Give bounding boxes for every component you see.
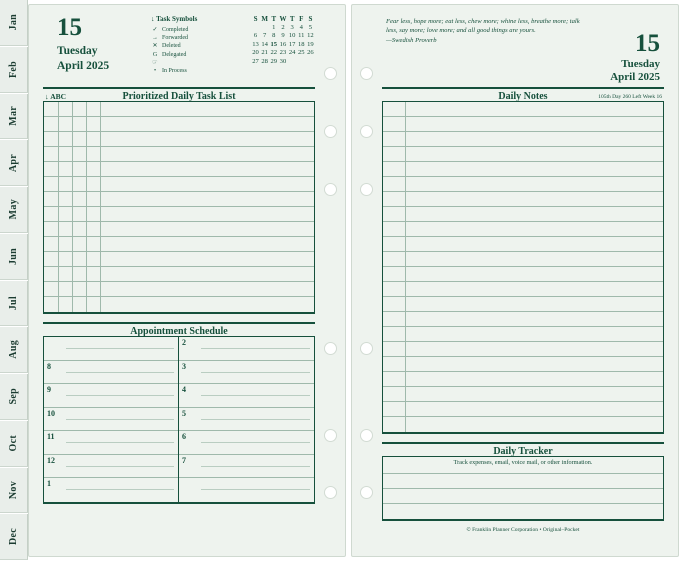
- month-tab-nov[interactable]: [0, 468, 28, 514]
- appointment-row[interactable]: [44, 408, 178, 432]
- month-tab-apr[interactable]: [0, 140, 28, 186]
- appointment-row[interactable]: [179, 337, 314, 361]
- mini-calendar-week-row: [251, 49, 315, 58]
- half-hour-rule: [201, 395, 310, 396]
- weekday-header: T: [271, 15, 277, 23]
- task-symbols-title: ↓ Task Symbols: [151, 15, 198, 23]
- calendar-day[interactable]: 26: [307, 49, 314, 57]
- task-symbol-mark: G☞: [152, 51, 158, 66]
- calendar-day[interactable]: [288, 58, 297, 67]
- day-number: 15: [57, 14, 82, 41]
- appointment-row[interactable]: [44, 455, 178, 479]
- left-planner-sheet: [28, 4, 346, 557]
- appointment-hour: 11: [47, 432, 55, 441]
- task-grid-divider: [72, 102, 73, 312]
- mini-calendar-header-row: [251, 15, 315, 24]
- calendar-day[interactable]: 18: [297, 40, 305, 48]
- half-hour-rule: [66, 466, 174, 467]
- copyright-footer: © Franklin Planner Corporation • Original–Pocket: [466, 527, 580, 533]
- appointment-row[interactable]: [179, 431, 314, 455]
- appointment-row[interactable]: [44, 478, 178, 502]
- appointment-row[interactable]: [179, 408, 314, 432]
- calendar-day[interactable]: 20: [252, 49, 259, 57]
- daily-notes-title: Daily Notes: [498, 91, 548, 102]
- month-tab-label: Feb: [8, 60, 19, 78]
- mini-calendar-week-row: [251, 24, 315, 33]
- appointment-hour: 10: [47, 408, 55, 418]
- punch-hole: [324, 125, 337, 138]
- half-hour-rule: [201, 419, 310, 420]
- daily-tracker-title: Daily Tracker: [493, 446, 553, 457]
- weekday-header: T: [289, 15, 295, 23]
- calendar-day[interactable]: [260, 24, 269, 33]
- note-row[interactable]: [383, 342, 663, 357]
- task-symbol-row: [151, 67, 243, 75]
- note-row[interactable]: [383, 387, 663, 402]
- weekday-header: M: [261, 15, 268, 23]
- punch-hole: [324, 342, 337, 355]
- appointment-hour: 3: [182, 361, 186, 371]
- month-tab-label: May: [8, 199, 19, 220]
- note-row[interactable]: [383, 417, 663, 432]
- half-hour-rule: [201, 489, 310, 490]
- appointment-hour: 6: [182, 432, 186, 441]
- task-symbol-mark: ✕: [152, 43, 158, 50]
- calendar-day[interactable]: 1: [272, 23, 276, 31]
- weekday-header: F: [299, 15, 304, 23]
- task-grid-divider: [100, 102, 101, 312]
- calendar-day[interactable]: 27: [252, 57, 259, 65]
- calendar-day[interactable]: [306, 58, 315, 67]
- task-row[interactable]: [44, 297, 314, 312]
- note-row[interactable]: [383, 282, 663, 297]
- month-tab-feb[interactable]: [0, 47, 28, 93]
- task-row[interactable]: [44, 102, 314, 117]
- month-tab-may[interactable]: [0, 187, 28, 233]
- task-symbol-mark: ✓: [152, 27, 158, 33]
- appointment-row[interactable]: [179, 478, 314, 502]
- note-row[interactable]: [383, 162, 663, 177]
- calendar-day[interactable]: 2: [281, 23, 285, 31]
- month-tab-label: Mar: [8, 105, 19, 126]
- note-row[interactable]: [383, 372, 663, 387]
- calendar-day[interactable]: 23: [279, 49, 287, 57]
- note-row[interactable]: [383, 207, 663, 222]
- note-row[interactable]: [383, 297, 663, 312]
- tracker-row[interactable]: [383, 504, 663, 519]
- mini-calendar-week-row: [251, 32, 315, 41]
- half-hour-rule: [66, 348, 174, 349]
- month-tab-oct[interactable]: [0, 421, 28, 467]
- mini-calendar-week-row: [251, 41, 315, 50]
- daily-notes-grid[interactable]: [382, 102, 664, 434]
- note-row[interactable]: [383, 102, 663, 117]
- appointment-hour: 1: [47, 479, 51, 488]
- appointment-row[interactable]: [179, 384, 314, 408]
- calendar-day[interactable]: 5: [308, 23, 313, 31]
- note-row[interactable]: [383, 402, 663, 417]
- appointment-row[interactable]: [44, 337, 178, 361]
- month-tab-dec[interactable]: [0, 514, 28, 560]
- task-row[interactable]: [44, 117, 314, 132]
- right-planner-sheet: [351, 4, 679, 557]
- appointment-hour: 9: [47, 385, 51, 394]
- note-row[interactable]: [383, 237, 663, 252]
- right-page-header: [382, 13, 664, 87]
- task-row[interactable]: [44, 162, 314, 177]
- task-row[interactable]: [44, 237, 314, 252]
- task-symbol-label: In Process: [162, 68, 187, 75]
- task-symbols-legend: [151, 15, 243, 75]
- task-row[interactable]: [44, 132, 314, 147]
- calendar-day[interactable]: 17: [288, 40, 296, 48]
- note-row[interactable]: [383, 117, 663, 132]
- appointment-hour: 2: [182, 338, 186, 347]
- quote-text: Fear less, hope more; eat less, chew more; whine less, breathe more; talk less, say more; love more; and all good things are yours.: [386, 18, 580, 34]
- appointment-hour: 7: [182, 455, 186, 465]
- month-tab-label: Apr: [8, 153, 19, 172]
- punch-hole: [324, 429, 337, 442]
- appointment-hour: 8: [47, 361, 51, 371]
- punch-hole: [360, 183, 373, 196]
- half-hour-rule: [201, 348, 310, 349]
- month-tab-sep[interactable]: [0, 374, 28, 420]
- calendar-day[interactable]: 12: [307, 32, 314, 40]
- calendar-day[interactable]: 30: [279, 57, 287, 65]
- calendar-day[interactable]: [297, 58, 306, 67]
- task-list-title: Prioritized Daily Task List: [122, 91, 236, 102]
- calendar-day[interactable]: 25: [297, 49, 305, 57]
- note-row[interactable]: [383, 132, 663, 147]
- note-row[interactable]: [383, 327, 663, 342]
- note-row[interactable]: [383, 222, 663, 237]
- half-hour-rule: [201, 466, 310, 467]
- day-count-meta: 105th Day 260 Left Week 16: [598, 94, 662, 100]
- month-tab-label: Jul: [8, 295, 19, 310]
- note-row[interactable]: [383, 312, 663, 327]
- appointment-column-pm: [179, 337, 314, 502]
- appointment-row[interactable]: [44, 361, 178, 385]
- note-row[interactable]: [383, 357, 663, 372]
- calendar-day[interactable]: 11: [298, 32, 305, 40]
- task-row[interactable]: [44, 282, 314, 297]
- calendar-day[interactable]: 22: [270, 49, 278, 57]
- month-tab-label: Jan: [8, 14, 19, 31]
- quote-block: [386, 17, 586, 45]
- half-hour-rule: [66, 489, 174, 490]
- task-row[interactable]: [44, 267, 314, 282]
- punch-hole: [360, 67, 373, 80]
- appointment-row[interactable]: [179, 361, 314, 385]
- task-row[interactable]: [44, 147, 314, 162]
- month-year: April 2025: [57, 60, 110, 72]
- task-row[interactable]: [44, 177, 314, 192]
- punch-hole: [324, 486, 337, 499]
- punch-hole: [324, 183, 337, 196]
- month-tab-aug[interactable]: [0, 327, 28, 373]
- month-tab-label: Aug: [8, 340, 19, 359]
- task-symbol-row: [151, 34, 243, 42]
- month-tab-jan[interactable]: [0, 0, 28, 46]
- task-symbol-label: Delegated: [162, 51, 187, 58]
- appointment-column-am: [44, 337, 179, 502]
- punch-hole: [360, 486, 373, 499]
- calendar-day[interactable]: 4: [299, 23, 303, 31]
- note-row[interactable]: [383, 177, 663, 192]
- tracker-hint-text: Track expenses, email, voice mail, or other information.: [453, 459, 593, 466]
- half-hour-rule: [66, 442, 174, 443]
- calendar-day[interactable]: [251, 24, 260, 33]
- task-symbol-row: [151, 51, 243, 67]
- daily-tracker-header: [382, 442, 664, 457]
- half-hour-rule: [66, 419, 174, 420]
- calendar-day[interactable]: 9: [281, 32, 285, 40]
- half-hour-rule: [201, 442, 310, 443]
- day-name: Tuesday: [621, 58, 660, 70]
- task-symbol-label: Forwarded: [162, 35, 188, 42]
- punch-hole: [324, 67, 337, 80]
- task-row[interactable]: [44, 252, 314, 267]
- task-list-grid[interactable]: [43, 102, 315, 314]
- mini-calendar[interactable]: [251, 15, 315, 67]
- task-row[interactable]: [44, 207, 314, 222]
- task-row[interactable]: [44, 192, 314, 207]
- calendar-day[interactable]: 21: [261, 49, 268, 57]
- month-tab-mar[interactable]: [0, 94, 28, 140]
- weekday-header: W: [279, 15, 287, 23]
- appointment-hour: 5: [182, 408, 186, 418]
- task-list-header: [43, 87, 315, 102]
- quote-attribution: —Swedish Proverb: [386, 37, 437, 44]
- calendar-day-today[interactable]: 15: [270, 40, 278, 48]
- note-row[interactable]: [383, 192, 663, 207]
- calendar-day[interactable]: 16: [279, 40, 287, 48]
- calendar-day[interactable]: 6: [253, 32, 258, 40]
- appointment-row[interactable]: [44, 384, 178, 408]
- calendar-day[interactable]: 13: [252, 40, 259, 48]
- month-year: April 2025: [610, 71, 660, 83]
- calendar-day[interactable]: 19: [307, 40, 314, 48]
- calendar-day[interactable]: 10: [288, 32, 296, 40]
- punch-hole: [360, 125, 373, 138]
- task-grid-divider: [58, 102, 59, 312]
- calendar-day[interactable]: 3: [290, 23, 294, 31]
- calendar-day[interactable]: 14: [261, 40, 268, 48]
- appointment-schedule-title: Appointment Schedule: [130, 326, 228, 337]
- note-row[interactable]: [383, 147, 663, 162]
- calendar-day[interactable]: 7: [263, 32, 267, 40]
- weekday-header: S: [308, 15, 313, 23]
- punch-hole: [360, 429, 373, 442]
- weekday-header: S: [253, 15, 258, 23]
- note-row[interactable]: [383, 267, 663, 282]
- appointment-row[interactable]: [44, 431, 178, 455]
- month-tab-label: Sep: [8, 388, 19, 405]
- daily-notes-header: [382, 87, 664, 102]
- appointment-hour: 12: [47, 455, 55, 465]
- day-name: Tuesday: [57, 45, 98, 57]
- task-symbol-label: Deleted: [162, 43, 181, 50]
- calendar-day[interactable]: 8: [272, 32, 276, 40]
- task-symbol-row: [151, 42, 243, 50]
- day-number: 15: [635, 30, 660, 57]
- half-hour-rule: [66, 395, 174, 396]
- appointment-row[interactable]: [179, 455, 314, 479]
- mini-calendar-week-row: [251, 58, 315, 67]
- month-tab-label: Dec: [8, 528, 19, 546]
- appointment-schedule-grid[interactable]: [43, 337, 315, 504]
- calendar-day[interactable]: 24: [288, 49, 296, 57]
- task-symbol-row: [151, 26, 243, 34]
- month-tab-strip: [0, 0, 28, 561]
- task-symbol-label: Completed: [162, 27, 189, 33]
- appointment-hour: 4: [182, 385, 186, 394]
- left-page-header: [43, 13, 315, 87]
- half-hour-rule: [66, 372, 174, 373]
- task-symbol-mark: •: [153, 68, 157, 75]
- task-symbol-mark: →: [152, 35, 158, 42]
- appointment-schedule-header: [43, 322, 315, 337]
- calendar-day[interactable]: 29: [270, 57, 278, 65]
- calendar-day[interactable]: 28: [261, 57, 268, 65]
- tracker-row[interactable]: [383, 474, 663, 489]
- notes-margin-rule: [405, 102, 406, 432]
- month-tab-jul[interactable]: [0, 281, 28, 327]
- month-tab-label: Oct: [8, 434, 19, 452]
- month-tab-label: Jun: [8, 247, 19, 265]
- task-grid-divider: [86, 102, 87, 312]
- half-hour-rule: [201, 372, 310, 373]
- note-row[interactable]: [383, 252, 663, 267]
- punch-hole: [360, 342, 373, 355]
- task-row[interactable]: [44, 222, 314, 237]
- tracker-row[interactable]: [383, 489, 663, 504]
- daily-tracker-grid[interactable]: [382, 457, 664, 521]
- month-tab-jun[interactable]: [0, 234, 28, 280]
- abc-priority-label: ↓ ABC: [45, 92, 67, 101]
- month-tab-label: Nov: [8, 480, 19, 499]
